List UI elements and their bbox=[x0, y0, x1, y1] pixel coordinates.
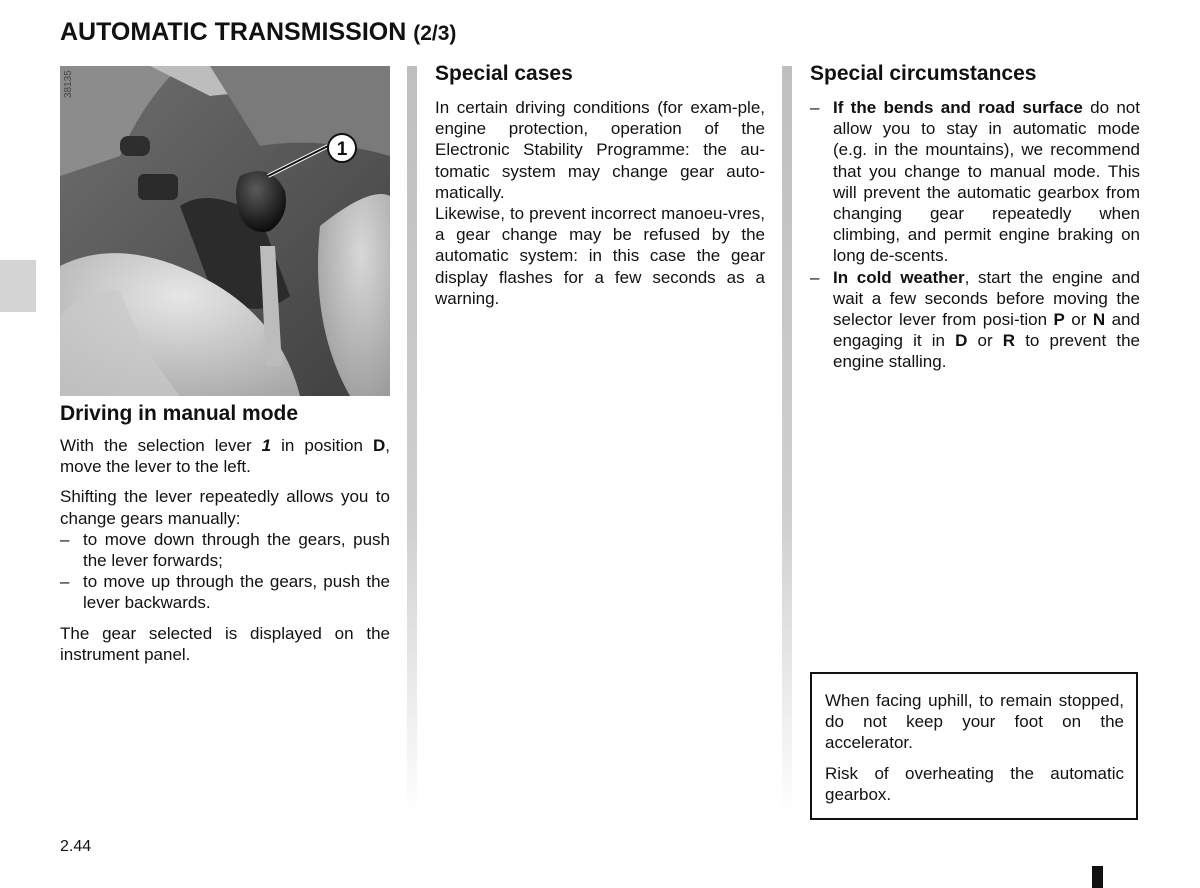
warning-notice-box bbox=[810, 672, 1138, 820]
section-tab bbox=[0, 260, 36, 312]
special-cases-heading: Special cases bbox=[435, 62, 573, 85]
special-circumstances-heading: Special circumstances bbox=[810, 62, 1037, 85]
manual-mode-paragraph-3: The gear selected is displayed on the instrument panel. bbox=[60, 623, 390, 664]
special-circumstances-section bbox=[810, 62, 1140, 373]
page-title-suffix: (2/3) bbox=[413, 22, 457, 45]
page-title bbox=[60, 18, 456, 47]
gear-lever-illustration bbox=[60, 66, 390, 396]
callout-label: 1 bbox=[336, 139, 348, 160]
special-cases-paragraph-1: In certain driving conditions (for exam-ple, engine protection, operation of the Electronic Stability Programme: the au-tomatic system may change gear auto-matically. bbox=[435, 98, 765, 202]
figure-code: 38135 bbox=[63, 70, 74, 98]
manual-mode-paragraph-1: With the selection lever 1 in position D, move the lever to the left. bbox=[60, 436, 390, 477]
manual-mode-heading: Driving in manual mode bbox=[60, 402, 299, 425]
page-title-main: AUTOMATIC TRANSMISSION bbox=[60, 18, 407, 46]
column-divider-1 bbox=[407, 66, 417, 816]
list-item: – to move down through the gears, push the lever forwards; bbox=[60, 529, 390, 571]
gear-lever-photo bbox=[60, 66, 390, 396]
manual-mode-section bbox=[60, 402, 390, 665]
list-item: – If the bends and road surface do not allow you to stay in automatic mode (e.g. in the mountains), we recommend that you change to manual mode. This will prevent the automatic gearbox from changing gear repeatedly when climbing, and permit engine braking on long de-scents. bbox=[810, 97, 1140, 267]
page-number: 2.44 bbox=[60, 838, 92, 855]
manual-mode-paragraph-2: Shifting the lever repeatedly allows you to change gears manually: bbox=[60, 487, 390, 528]
notice-paragraph-2: Risk of overheating the automatic gearbox. bbox=[825, 763, 1124, 804]
list-item: – In cold weather, start the engine and wait a few seconds before moving the selector lever from posi-tion P or N and engaging it in D or R to prevent the engine stalling. bbox=[810, 267, 1140, 373]
page-corner-mark bbox=[1092, 866, 1103, 888]
manual-mode-list bbox=[60, 529, 390, 614]
special-cases-section bbox=[435, 62, 765, 309]
notice-paragraph-1: When facing uphill, to remain stopped, do not keep your foot on the accelerator. bbox=[825, 691, 1124, 753]
list-item: – to move up through the gears, push the lever backwards. bbox=[60, 571, 390, 613]
special-circumstances-list bbox=[810, 97, 1140, 373]
special-cases-paragraph-2: Likewise, to prevent incorrect manoeu-vres, a gear change may be refused by the automatic system: in this case the gear display flashes for a few seconds as a warning. bbox=[435, 204, 765, 308]
column-divider-2 bbox=[782, 66, 792, 816]
